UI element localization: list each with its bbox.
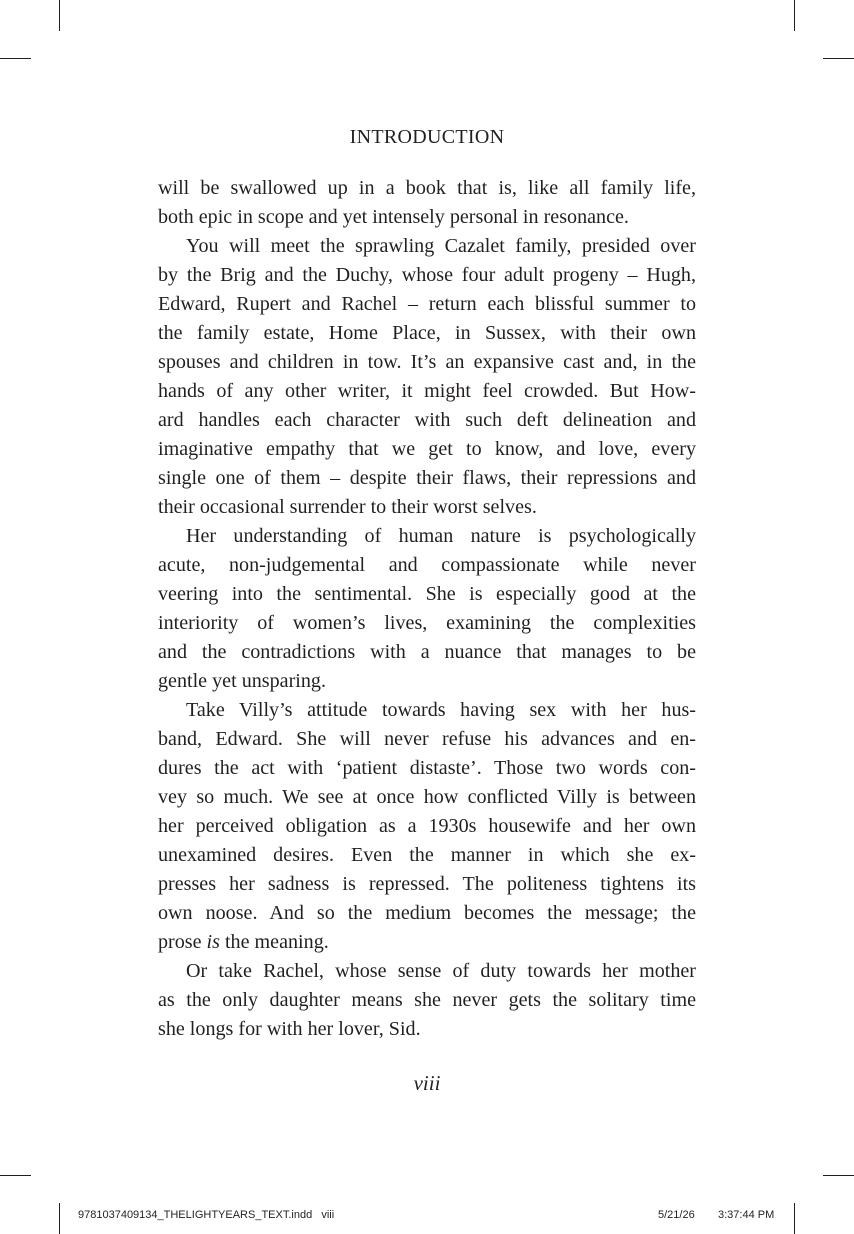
crop-mark-bottom-left [59,1203,60,1234]
text-line: veering into the sentimental. She is especially good at the [158,583,696,605]
page-number: viii [413,1071,441,1095]
crop-mark-bottom-right [794,1203,795,1234]
text-line: her perceived obligation as a 1930s housewife and her own [158,815,696,837]
text-line: presses her sadness is repressed. The politeness tightens its [158,873,696,895]
text-line: will be swallowed up in a book that is, like all family life, [158,177,696,199]
crop-mark-right-bottom [823,1175,854,1176]
text-line: the family estate, Home Place, in Sussex, with their own [158,322,696,344]
text-line: by the Brig and the Duchy, whose four adult progeny – Hugh, [158,264,696,286]
text-line: gentle yet unsparing. [158,670,326,692]
text-line: ard handles each character with such deft delineation and [158,409,696,431]
text-line: band, Edward. She will never refuse his advances and en- [158,728,696,750]
text-line: acute, non-judgemental and compassionate while never [158,554,696,576]
paragraph [158,522,696,696]
text-line: unexamined desires. Even the manner in which she ex- [158,844,696,866]
text-line [158,928,696,957]
text-line: their occasional surrender to their worst selves. [158,496,537,518]
text-run: the meaning. [219,931,329,953]
text-line: as the only daughter means she never gets the solitary time [158,989,696,1011]
text-line: vey so much. We see at once how conflicted Villy is between [158,786,696,808]
text-line: own noose. And so the medium becomes the message; the [158,902,696,924]
text-run: prose [158,931,207,953]
text-line: imaginative empathy that we get to know, and love, every [158,438,696,460]
text-line: hands of any other writer, it might feel crowded. But How- [158,380,696,402]
text-line: both epic in scope and yet intensely personal in resonance. [158,206,629,228]
text-line: dures the act with ‘patient distaste’. Those two words con- [158,757,696,779]
text-line: Her understanding of human nature is psychologically [186,525,696,547]
paragraph [158,696,696,957]
slug-date: 5/21/26 [658,1209,695,1221]
text-line: spouses and children in tow. It’s an expansive cast and, in the [158,351,696,373]
crop-mark-top-right [794,0,795,31]
body-text [158,174,696,1044]
paragraph [158,232,696,522]
text-line: Or take Rachel, whose sense of duty towards her mother [186,960,696,982]
crop-mark-top-left [59,0,60,31]
text-line: and the contradictions with a nuance that manages to be [158,641,696,663]
paragraph [158,957,696,1044]
text-line: she longs for with her lover, Sid. [158,1018,421,1040]
slug-time: 3:37:44 PM [718,1209,775,1221]
text-line: You will meet the sprawling Cazalet family, presided over [186,235,696,257]
crop-mark-right-top [823,58,854,59]
text-line: single one of them – despite their flaws, their repressions and [158,467,696,489]
paragraph [158,174,696,232]
crop-mark-left-top [0,58,31,59]
running-head: INTRODUCTION [349,126,505,148]
italic-text: is [206,931,220,953]
crop-mark-left-bottom [0,1175,31,1176]
text-line: Edward, Rupert and Rachel – return each blissful summer to [158,293,696,315]
text-line: Take Villy’s attitude towards having sex with her hus- [186,699,696,721]
slug-filename: 9781037409134_THELIGHTYEARS_TEXT.indd viii [78,1209,335,1221]
text-line: interiority of women’s lives, examining the complexities [158,612,696,634]
